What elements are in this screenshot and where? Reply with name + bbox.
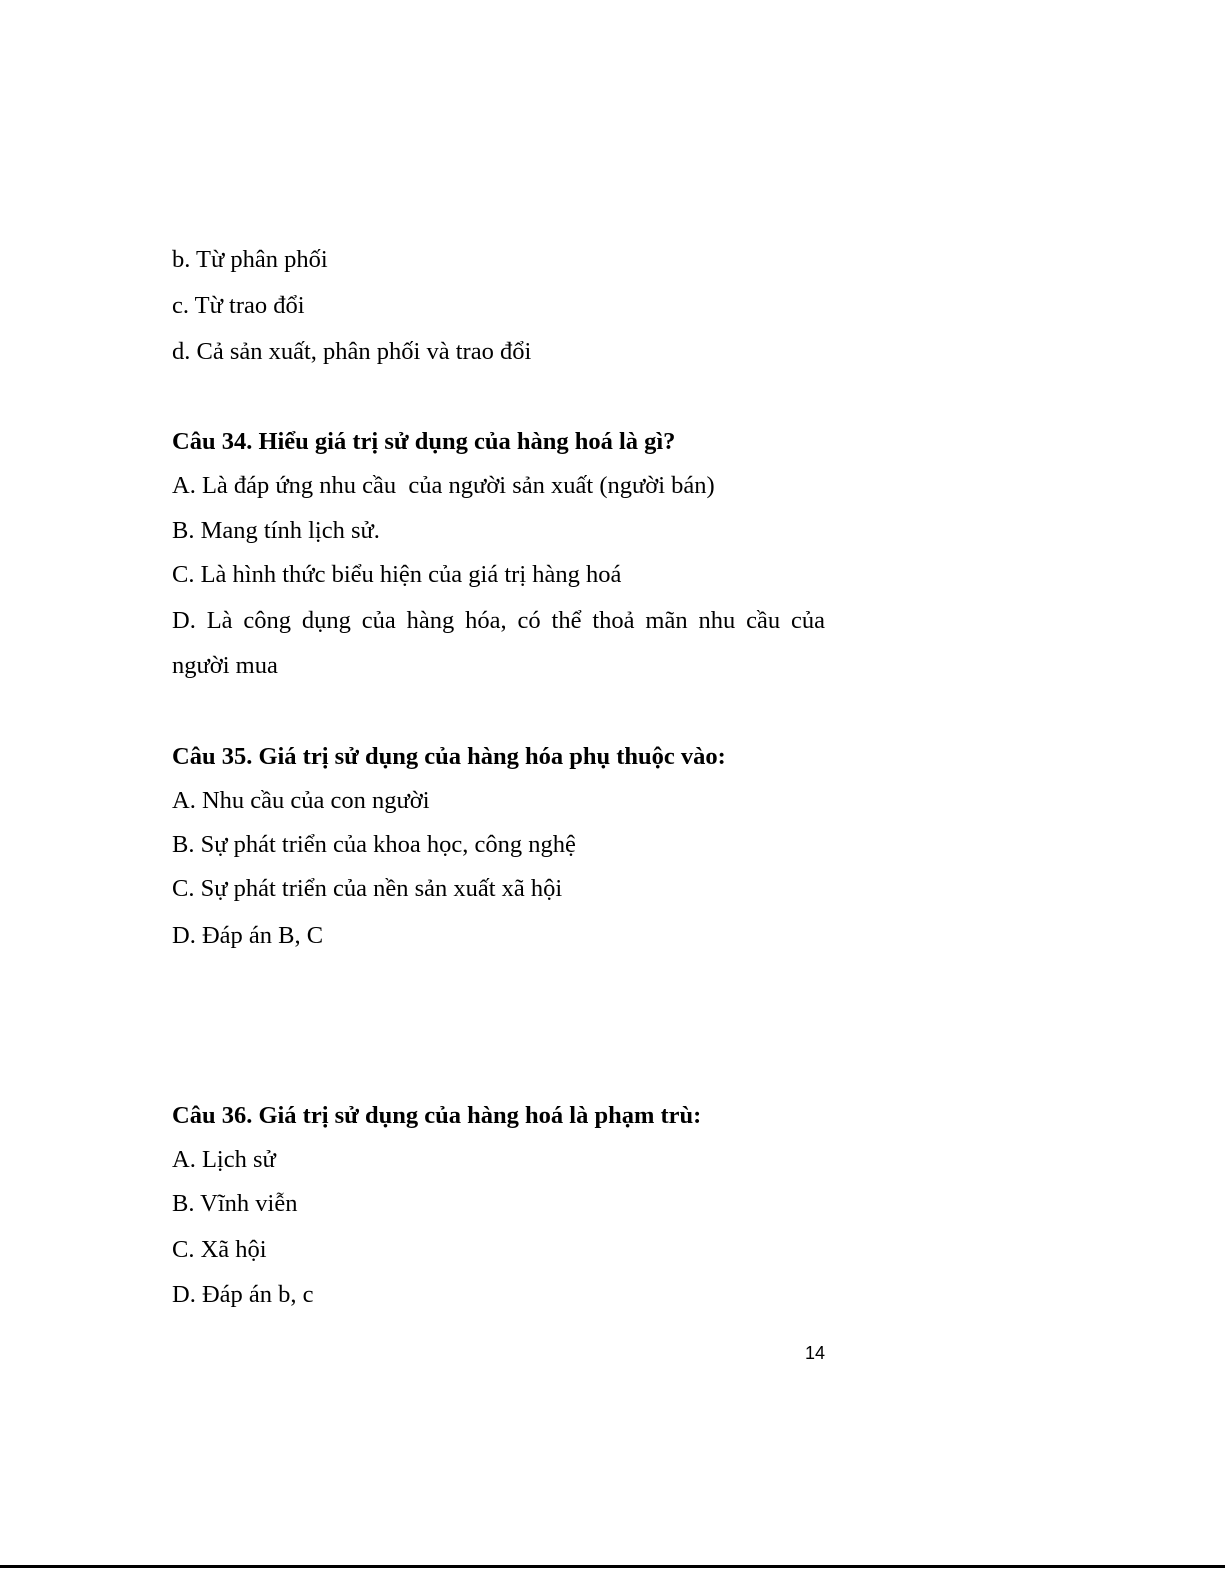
- question-34-option-b: B. Mang tính lịch sử.: [172, 517, 380, 544]
- option-d: d. Cả sản xuất, phân phối và trao đổi: [172, 338, 532, 365]
- question-34-option-d: D. Là công dụng của hàng hóa, có thể thoả mãn nhu cầu của: [172, 607, 825, 634]
- question-36-title: Câu 36. Giá trị sử dụng của hàng hoá là phạm trù:: [172, 1102, 702, 1129]
- question-34-option-d-continuation: người mua: [172, 652, 278, 679]
- question-35-title: Câu 35. Giá trị sử dụng của hàng hóa phụ thuộc vào:: [172, 743, 726, 770]
- question-35-option-d: D. Đáp án B, C: [172, 922, 324, 949]
- question-35-option-a: A. Nhu cầu của con người: [172, 787, 430, 814]
- option-c: c. Từ trao đổi: [172, 292, 305, 319]
- question-34-option-c: C. Là hình thức biểu hiện của giá trị hàng hoá: [172, 561, 622, 588]
- question-34-option-a: A. Là đáp ứng nhu cầu của người sản xuất (người bán): [172, 472, 715, 499]
- question-35-option-b: B. Sự phát triển của khoa học, công nghệ: [172, 831, 576, 858]
- question-36-option-d: D. Đáp án b, c: [172, 1281, 314, 1308]
- question-35-option-c: C. Sự phát triển của nền sản xuất xã hội: [172, 875, 563, 902]
- page-number: 14: [805, 1343, 826, 1363]
- question-34-title: Câu 34. Hiểu giá trị sử dụng của hàng hoá là gì?: [172, 428, 676, 455]
- option-b: b. Từ phân phối: [172, 246, 328, 273]
- question-36-option-b: B. Vĩnh viễn: [172, 1190, 298, 1217]
- question-36-option-c: C. Xã hội: [172, 1236, 267, 1263]
- page-bottom-border: [0, 1565, 1225, 1568]
- question-36-option-a: A. Lịch sử: [172, 1146, 276, 1173]
